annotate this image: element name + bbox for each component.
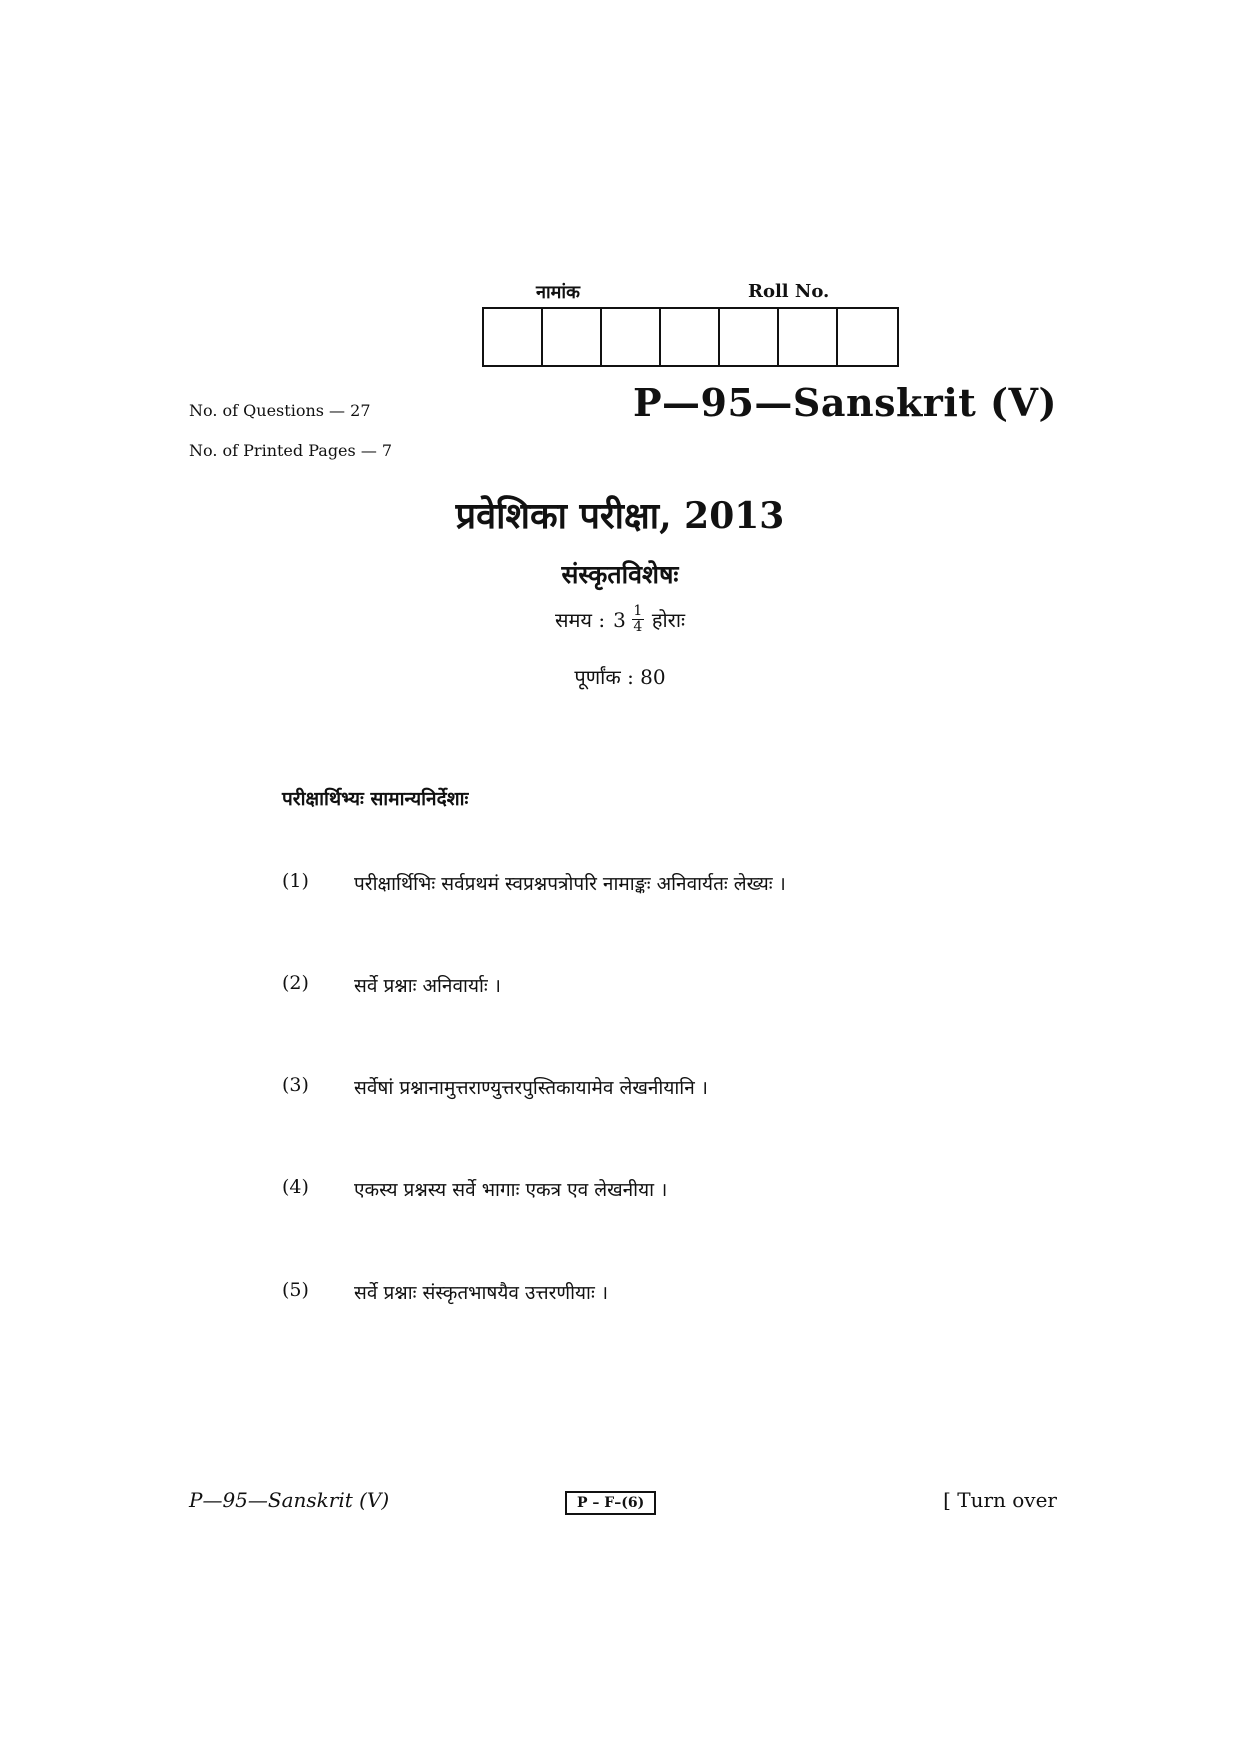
roll-label-english: Roll No. xyxy=(748,281,830,302)
roll-label-hindi: नामांक xyxy=(536,282,580,303)
instruction-text: सर्वेषां प्रश्नानामुत्तराण्युत्तरपुस्तिकायामेव लेखनीयानि । xyxy=(354,1077,709,1099)
instruction-item xyxy=(282,1176,667,1202)
instruction-text: एकस्य प्रश्नस्य सर्वे भागाः एकत्र एव लेखनीया । xyxy=(354,1179,668,1201)
roll-number-boxes xyxy=(482,307,899,367)
roll-digit-box xyxy=(838,309,897,365)
instruction-number: (4) xyxy=(282,1176,309,1198)
roll-digit-box xyxy=(779,309,838,365)
time-duration xyxy=(0,604,1240,635)
footer-turn-over: [ Turn over xyxy=(943,1488,1057,1512)
roll-digit-box xyxy=(484,309,543,365)
roll-digit-box xyxy=(602,309,661,365)
time-whole: 3 xyxy=(613,607,626,632)
roll-digit-box xyxy=(720,309,779,365)
instruction-item xyxy=(282,1074,708,1100)
full-marks: पूर्णांक : 80 xyxy=(574,665,666,689)
subject-title: संस्कृतविशेषः xyxy=(561,560,679,589)
exam-title: प्रवेशिका परीक्षा, 2013 xyxy=(455,495,785,537)
instructions-heading: परीक्षार्थिभ्यः सामान्यनिर्देशाः xyxy=(282,788,469,810)
paper-code: P—95—Sanskrit (V) xyxy=(632,380,1057,425)
time-label: समय : xyxy=(554,608,606,632)
instruction-item xyxy=(282,972,501,998)
number-of-questions: No. of Questions — 27 xyxy=(189,401,371,420)
instruction-text: सर्वे प्रश्नाः अनिवार्याः । xyxy=(354,975,501,997)
instruction-number: (2) xyxy=(282,972,309,994)
instruction-item xyxy=(282,1279,608,1305)
roll-digit-box xyxy=(543,309,602,365)
time-fraction xyxy=(632,604,644,635)
instruction-item xyxy=(282,870,786,896)
instruction-text: सर्वे प्रश्नाः संस्कृतभाषयैव उत्तरणीयाः । xyxy=(354,1282,609,1304)
fraction-numerator: 1 xyxy=(633,603,643,619)
number-of-pages: No. of Printed Pages — 7 xyxy=(189,441,393,460)
fraction-denominator: 4 xyxy=(633,619,643,635)
time-unit: होराः xyxy=(651,608,686,632)
instruction-number: (1) xyxy=(282,870,309,892)
footer-print-code: P – F–(6) xyxy=(565,1491,656,1515)
footer-paper-code: P—95—Sanskrit (V) xyxy=(189,1488,390,1512)
instruction-number: (3) xyxy=(282,1074,309,1096)
roll-digit-box xyxy=(661,309,720,365)
instruction-number: (5) xyxy=(282,1279,309,1301)
instruction-text: परीक्षार्थिभिः सर्वप्रथमं स्वप्रश्नपत्रोपरि नामाङ्कः अनिवार्यतः लेख्यः । xyxy=(354,873,786,895)
